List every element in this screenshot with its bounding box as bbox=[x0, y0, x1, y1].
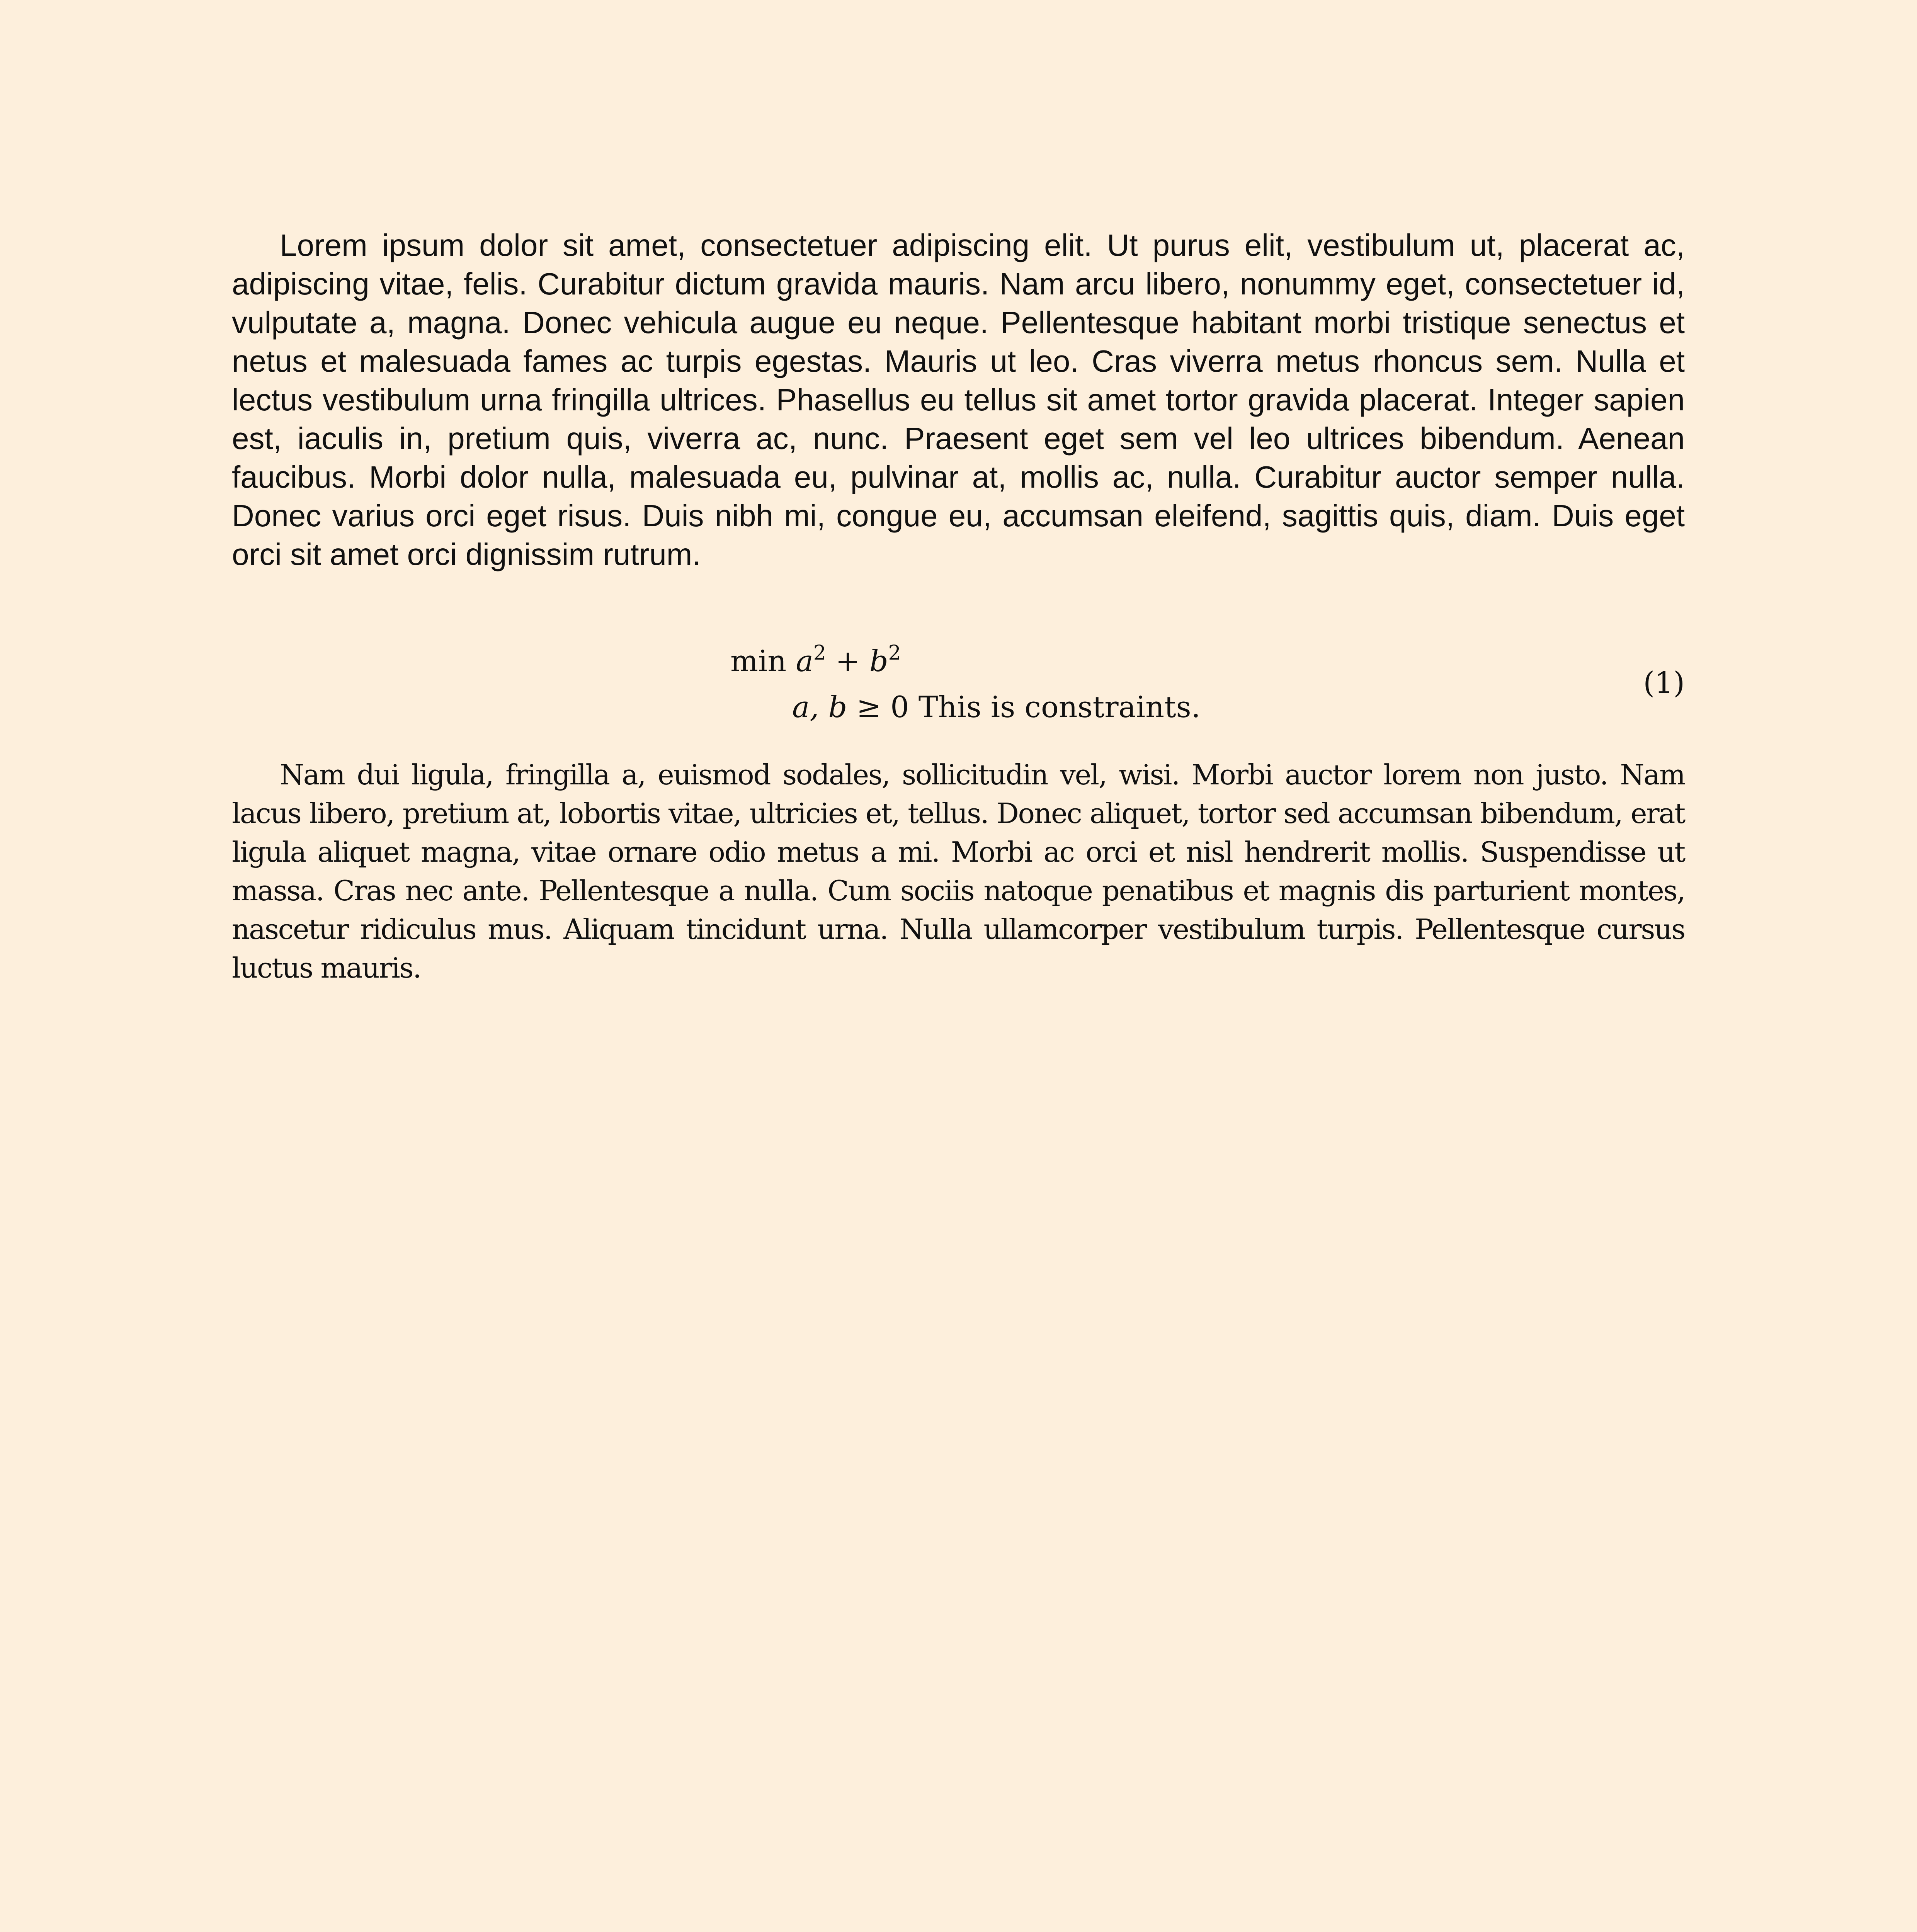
equation-operator: min bbox=[730, 644, 787, 678]
equation-constraint-line bbox=[792, 690, 1201, 724]
body-paragraph-2: Nam dui ligula, fringilla a, euismod sodales, sollicitudin vel, wisi. Morbi auctor lorem non justo. Nam lacus libero, pretium at, lobortis vitae, ultricies et, tellus. Donec aliquet, tortor sed accumsan bibendum, erat ligula aliquet magna, vitae ornare odio metus a mi. Morbi ac orci et nisl hendrerit mollis. Suspendisse ut massa. Cras nec ante. Pellentesque a nulla. Cum sociis natoque penatibus et magnis dis parturient montes, nascetur ridiculus mus. Aliquam tincidunt urna. Nulla ullamcorper vestibulum turpis. Pellentesque cursus luctus mauris. bbox=[232, 759, 1685, 984]
equation-variable-a: a bbox=[796, 644, 813, 678]
equation-constraint-text: This is constraints. bbox=[918, 690, 1201, 724]
equation-constraint-relation: ≥ 0 bbox=[856, 690, 909, 724]
equation-plus-sign: + bbox=[835, 644, 860, 678]
equation-objective-line bbox=[730, 641, 901, 678]
equation-exponent-a: 2 bbox=[813, 641, 826, 665]
equation-constraint-variables: a, b bbox=[792, 690, 847, 724]
equation-variable-b: b bbox=[869, 644, 888, 678]
body-paragraph-1: Lorem ipsum dolor sit amet, consectetuer adipiscing elit. Ut purus elit, vestibulum ut, placerat ac, adipiscing vitae, felis. Curabitur dictum gravida mauris. Nam arcu libero, nonummy eget, consectetuer id, vulputate a, magna. Donec vehicula augue eu neque. Pellentesque habitant morbi tristique senectus et netus et malesuada fames ac turpis egestas. Mauris ut leo. Cras viverra metus rhoncus sem. Nulla et lectus vestibulum urna fringilla ultrices. Phasellus eu tellus sit amet tortor gravida placerat. Integer sapien est, iaculis in, pretium quis, viverra ac, nunc. Praesent eget sem vel leo ultrices bibendum. Aenean faucibus. Morbi dolor nulla, malesuada eu, pulvinar at, mollis ac, nulla. Curabitur auctor semper nulla. Donec varius orci eget risus. Duis nibh mi, congue eu, accumsan eleifend, sagittis quis, diam. Duis eget orci sit amet orci dignissim rutrum. bbox=[232, 228, 1685, 571]
display-equation bbox=[232, 634, 1685, 734]
equation-exponent-b: 2 bbox=[888, 641, 901, 665]
equation-number: (1) bbox=[1643, 665, 1685, 700]
